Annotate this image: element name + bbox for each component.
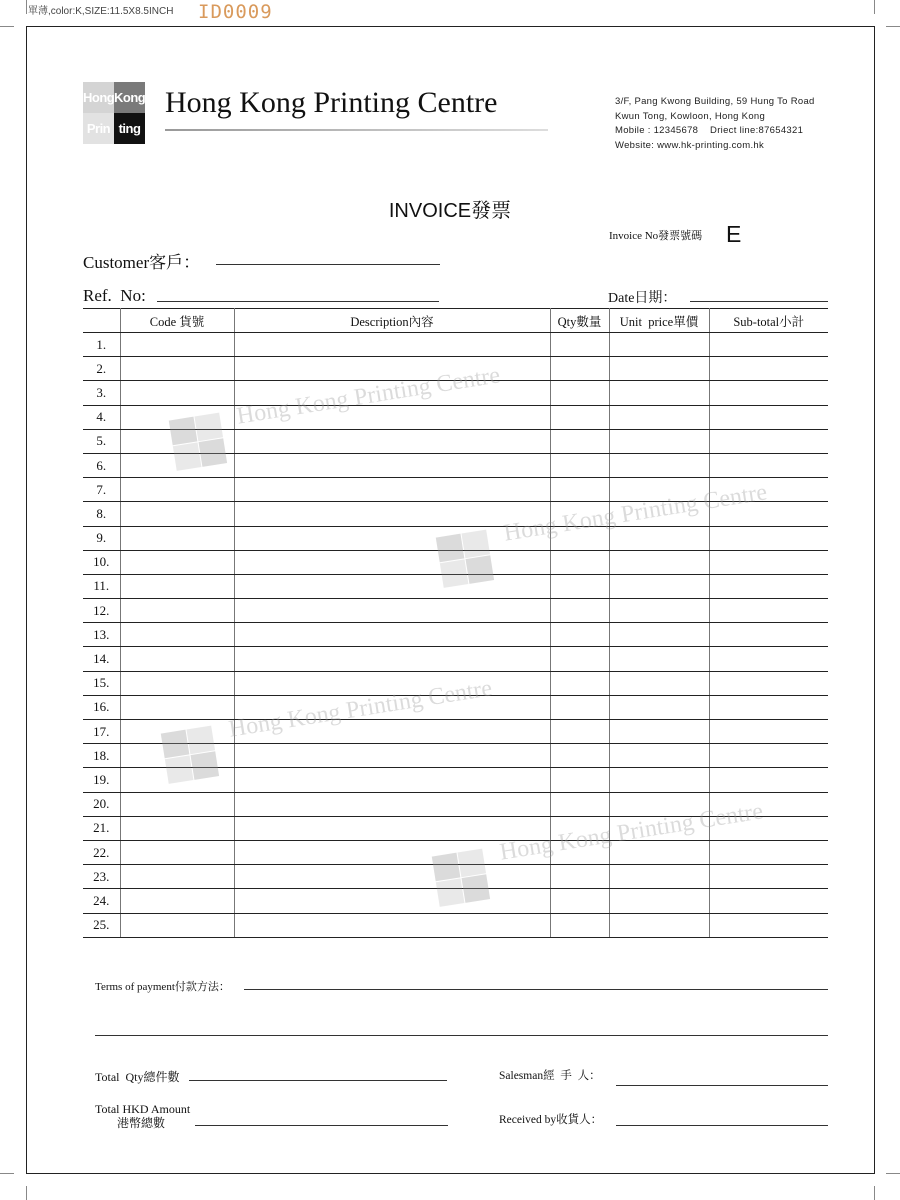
qty-cell[interactable] (550, 550, 609, 574)
unit-price-cell[interactable] (609, 574, 709, 598)
header-code: Code 貨號 (120, 309, 234, 333)
sub-total-cell[interactable] (709, 453, 828, 477)
table-row (83, 768, 828, 792)
description-cell[interactable] (234, 453, 550, 477)
row-number: 25. (83, 913, 120, 937)
sub-total-cell[interactable] (709, 599, 828, 623)
code-cell[interactable] (120, 574, 234, 598)
crop-mark (0, 1173, 14, 1174)
description-cell[interactable] (234, 792, 550, 816)
table-header-row (83, 309, 828, 333)
code-cell[interactable] (120, 865, 234, 889)
qty-cell[interactable] (550, 768, 609, 792)
row-number: 17. (83, 720, 120, 744)
address-line: Mobile : 12345678 Driect line:87654321 (615, 125, 804, 136)
qty-cell[interactable] (550, 357, 609, 381)
unit-price-cell[interactable] (609, 671, 709, 695)
row-number: 6. (83, 453, 120, 477)
date-field[interactable] (690, 301, 828, 302)
description-cell[interactable] (234, 889, 550, 913)
unit-price-cell[interactable] (609, 816, 709, 840)
code-cell[interactable] (120, 889, 234, 913)
row-number: 21. (83, 816, 120, 840)
description-cell[interactable] (234, 720, 550, 744)
unit-price-cell[interactable] (609, 526, 709, 550)
qty-cell[interactable] (550, 840, 609, 864)
unit-price-cell[interactable] (609, 647, 709, 671)
qty-cell[interactable] (550, 381, 609, 405)
code-cell[interactable] (120, 792, 234, 816)
code-cell[interactable] (120, 599, 234, 623)
row-number: 4. (83, 405, 120, 429)
code-cell[interactable] (120, 840, 234, 864)
row-number: 24. (83, 889, 120, 913)
description-cell[interactable] (234, 913, 550, 937)
sub-total-cell[interactable] (709, 405, 828, 429)
description-cell[interactable] (234, 502, 550, 526)
qty-cell[interactable] (550, 865, 609, 889)
row-number: 22. (83, 840, 120, 864)
company-address (615, 95, 815, 153)
total-qty-field[interactable] (189, 1080, 447, 1081)
unit-price-cell[interactable] (609, 478, 709, 502)
table-row (83, 333, 828, 357)
table-row (83, 792, 828, 816)
row-number: 20. (83, 792, 120, 816)
unit-price-cell[interactable] (609, 720, 709, 744)
code-cell[interactable] (120, 333, 234, 357)
ref-no-field[interactable] (157, 301, 439, 302)
sub-total-cell[interactable] (709, 816, 828, 840)
description-cell[interactable] (234, 647, 550, 671)
unit-price-cell[interactable] (609, 840, 709, 864)
customer-field[interactable] (216, 264, 440, 265)
row-number: 10. (83, 550, 120, 574)
ref-no-label: Ref. No: (83, 286, 146, 305)
row-number: 7. (83, 478, 120, 502)
code-cell[interactable] (120, 647, 234, 671)
code-cell[interactable] (120, 768, 234, 792)
sub-total-cell[interactable] (709, 744, 828, 768)
code-cell[interactable] (120, 720, 234, 744)
description-cell[interactable] (234, 599, 550, 623)
row-number: 14. (83, 647, 120, 671)
watermark-text: Hong Kong Printing Centre (235, 362, 502, 430)
sub-total-cell[interactable] (709, 478, 828, 502)
table-row (83, 889, 828, 913)
row-number: 11. (83, 574, 120, 598)
table-row (83, 865, 828, 889)
table-row (83, 695, 828, 719)
qty-cell[interactable] (550, 453, 609, 477)
unit-price-cell[interactable] (609, 453, 709, 477)
company-name: Hong Kong Printing Centre (165, 86, 498, 119)
description-cell[interactable] (234, 816, 550, 840)
row-number: 13. (83, 623, 120, 647)
terms-of-payment-label: Terms of payment付款方法： (95, 981, 230, 993)
address-line: Website: www.hk-printing.com.hk (615, 139, 765, 151)
sub-total-cell[interactable] (709, 526, 828, 550)
code-cell[interactable] (120, 671, 234, 695)
unit-price-cell[interactable] (609, 381, 709, 405)
table-row (83, 526, 828, 550)
sub-total-cell[interactable] (709, 647, 828, 671)
code-cell[interactable] (120, 816, 234, 840)
description-cell[interactable] (234, 768, 550, 792)
table-row (83, 816, 828, 840)
crop-mark (26, 1186, 27, 1200)
address-line: Kwun Tong, Kowloon, Hong Kong (615, 110, 766, 122)
sub-total-cell[interactable] (709, 333, 828, 357)
invoice-items-table (83, 308, 828, 938)
terms-of-payment-field-2[interactable] (95, 1035, 828, 1036)
unit-price-cell[interactable] (609, 550, 709, 574)
row-number: 19. (83, 768, 120, 792)
salesman-field[interactable] (616, 1085, 828, 1086)
total-hkd-amount-field[interactable] (195, 1125, 448, 1126)
unit-price-cell[interactable] (609, 429, 709, 453)
description-cell[interactable] (234, 478, 550, 502)
description-cell[interactable] (234, 671, 550, 695)
description-cell[interactable] (234, 744, 550, 768)
invoice-title: INVOICE發票 (388, 200, 512, 222)
logo-cell: ting (114, 113, 145, 144)
code-cell[interactable] (120, 526, 234, 550)
code-cell[interactable] (120, 381, 234, 405)
code-cell[interactable] (120, 744, 234, 768)
total-qty-label: Total Qty總件數 (95, 1070, 180, 1084)
code-cell[interactable] (120, 478, 234, 502)
description-cell[interactable] (234, 550, 550, 574)
table-row (83, 550, 828, 574)
qty-cell[interactable] (550, 429, 609, 453)
sub-total-cell[interactable] (709, 720, 828, 744)
watermark-text: Hong Kong Printing Centre (498, 798, 765, 866)
code-cell[interactable] (120, 453, 234, 477)
code-cell[interactable] (120, 695, 234, 719)
header-description: Description內容 (234, 309, 550, 333)
invoice-number-label: Invoice No發票號碼 (609, 230, 703, 242)
qty-cell[interactable] (550, 792, 609, 816)
logo-cell: Kong (114, 82, 145, 113)
row-number: 16. (83, 695, 120, 719)
row-number: 15. (83, 671, 120, 695)
sub-total-cell[interactable] (709, 502, 828, 526)
qty-cell[interactable] (550, 647, 609, 671)
description-cell[interactable] (234, 840, 550, 864)
sub-total-cell[interactable] (709, 865, 828, 889)
qty-cell[interactable] (550, 913, 609, 937)
unit-price-cell[interactable] (609, 889, 709, 913)
sub-total-cell[interactable] (709, 381, 828, 405)
qty-cell[interactable] (550, 695, 609, 719)
received-by-label: Received by收貨人： (499, 1114, 603, 1126)
sub-total-cell[interactable] (709, 574, 828, 598)
customer-label: Customer客戶： (83, 253, 201, 272)
crop-mark (0, 26, 14, 27)
address-line: 3/F, Pang Kwong Building, 59 Hung To Road (615, 96, 815, 107)
sub-total-cell[interactable] (709, 695, 828, 719)
crop-mark (886, 1173, 900, 1174)
table-row (83, 478, 828, 502)
table-row (83, 502, 828, 526)
table-row (83, 381, 828, 405)
row-number: 8. (83, 502, 120, 526)
qty-cell[interactable] (550, 623, 609, 647)
unit-price-cell[interactable] (609, 502, 709, 526)
row-number: 3. (83, 381, 120, 405)
table-row (83, 623, 828, 647)
qty-cell[interactable] (550, 720, 609, 744)
description-cell[interactable] (234, 526, 550, 550)
description-cell[interactable] (234, 623, 550, 647)
received-by-field[interactable] (616, 1125, 828, 1126)
qty-cell[interactable] (550, 333, 609, 357)
code-cell[interactable] (120, 357, 234, 381)
sub-total-cell[interactable] (709, 768, 828, 792)
header-unit-price: Unit price單價 (609, 309, 709, 333)
row-number: 18. (83, 744, 120, 768)
qty-cell[interactable] (550, 744, 609, 768)
row-number: 12. (83, 599, 120, 623)
row-number: 1. (83, 333, 120, 357)
table-row (83, 574, 828, 598)
unit-price-cell[interactable] (609, 865, 709, 889)
table-row (83, 720, 828, 744)
sub-total-cell[interactable] (709, 623, 828, 647)
qty-cell[interactable] (550, 599, 609, 623)
unit-price-cell[interactable] (609, 792, 709, 816)
row-number: 23. (83, 865, 120, 889)
table-row (83, 429, 828, 453)
terms-of-payment-field[interactable] (244, 989, 828, 990)
header-sub-total: Sub-total小計 (709, 309, 828, 333)
crop-mark (874, 0, 875, 14)
table-row (83, 744, 828, 768)
description-cell[interactable] (234, 357, 550, 381)
unit-price-cell[interactable] (609, 695, 709, 719)
description-cell[interactable] (234, 405, 550, 429)
description-cell[interactable] (234, 333, 550, 357)
watermark-text: Hong Kong Printing Centre (502, 479, 769, 547)
crop-mark (874, 1186, 875, 1200)
sub-total-cell[interactable] (709, 889, 828, 913)
description-cell[interactable] (234, 429, 550, 453)
row-number: 2. (83, 357, 120, 381)
salesman-label: Salesman經 手 人： (499, 1070, 601, 1082)
total-hkd-amount-label (95, 1102, 190, 1130)
crop-mark (26, 0, 27, 14)
sub-total-cell[interactable] (709, 913, 828, 937)
unit-price-cell[interactable] (609, 744, 709, 768)
table-row (83, 405, 828, 429)
row-number: 5. (83, 429, 120, 453)
table-row (83, 357, 828, 381)
qty-cell[interactable] (550, 816, 609, 840)
unit-price-cell[interactable] (609, 357, 709, 381)
unit-price-cell[interactable] (609, 405, 709, 429)
sub-total-cell[interactable] (709, 357, 828, 381)
date-label: Date日期： (608, 291, 677, 306)
description-cell[interactable] (234, 865, 550, 889)
sub-total-cell[interactable] (709, 550, 828, 574)
qty-cell[interactable] (550, 671, 609, 695)
print-spec-text: 單薄,color:K,SIZE:11.5X8.5INCH (28, 6, 174, 17)
table-row (83, 599, 828, 623)
code-cell[interactable] (120, 913, 234, 937)
unit-price-cell[interactable] (609, 333, 709, 357)
table-row (83, 840, 828, 864)
qty-cell[interactable] (550, 478, 609, 502)
unit-price-cell[interactable] (609, 913, 709, 937)
invoice-number-letter: E (726, 221, 742, 247)
qty-cell[interactable] (550, 405, 609, 429)
sub-total-cell[interactable] (709, 792, 828, 816)
unit-price-cell[interactable] (609, 599, 709, 623)
total-hkd-amount-label-zh: 港幣總數 (117, 1116, 166, 1130)
sub-total-cell[interactable] (709, 671, 828, 695)
table-row (83, 453, 828, 477)
qty-cell[interactable] (550, 502, 609, 526)
sub-total-cell[interactable] (709, 840, 828, 864)
unit-price-cell[interactable] (609, 623, 709, 647)
header-qty: Qty數量 (550, 309, 609, 333)
crop-mark (886, 26, 900, 27)
code-cell[interactable] (120, 550, 234, 574)
company-logo (83, 82, 145, 144)
code-cell[interactable] (120, 405, 234, 429)
job-id-text: ID0009 (198, 1, 273, 23)
unit-price-cell[interactable] (609, 768, 709, 792)
logo-cell: Prin (83, 113, 114, 144)
qty-cell[interactable] (550, 889, 609, 913)
code-cell[interactable] (120, 429, 234, 453)
description-cell[interactable] (234, 695, 550, 719)
code-cell[interactable] (120, 502, 234, 526)
logo-cell: Hong (83, 82, 114, 113)
total-hkd-amount-label-en: Total HKD Amount (95, 1102, 191, 1116)
watermark-text: Hong Kong Printing Centre (227, 675, 494, 743)
table-body (83, 333, 828, 938)
description-cell[interactable] (234, 381, 550, 405)
sub-total-cell[interactable] (709, 429, 828, 453)
qty-cell[interactable] (550, 526, 609, 550)
table-row (83, 913, 828, 937)
table-row (83, 647, 828, 671)
description-cell[interactable] (234, 574, 550, 598)
header-row-number (83, 309, 120, 333)
qty-cell[interactable] (550, 574, 609, 598)
code-cell[interactable] (120, 623, 234, 647)
company-name-underline (165, 129, 548, 131)
row-number: 9. (83, 526, 120, 550)
table-row (83, 671, 828, 695)
